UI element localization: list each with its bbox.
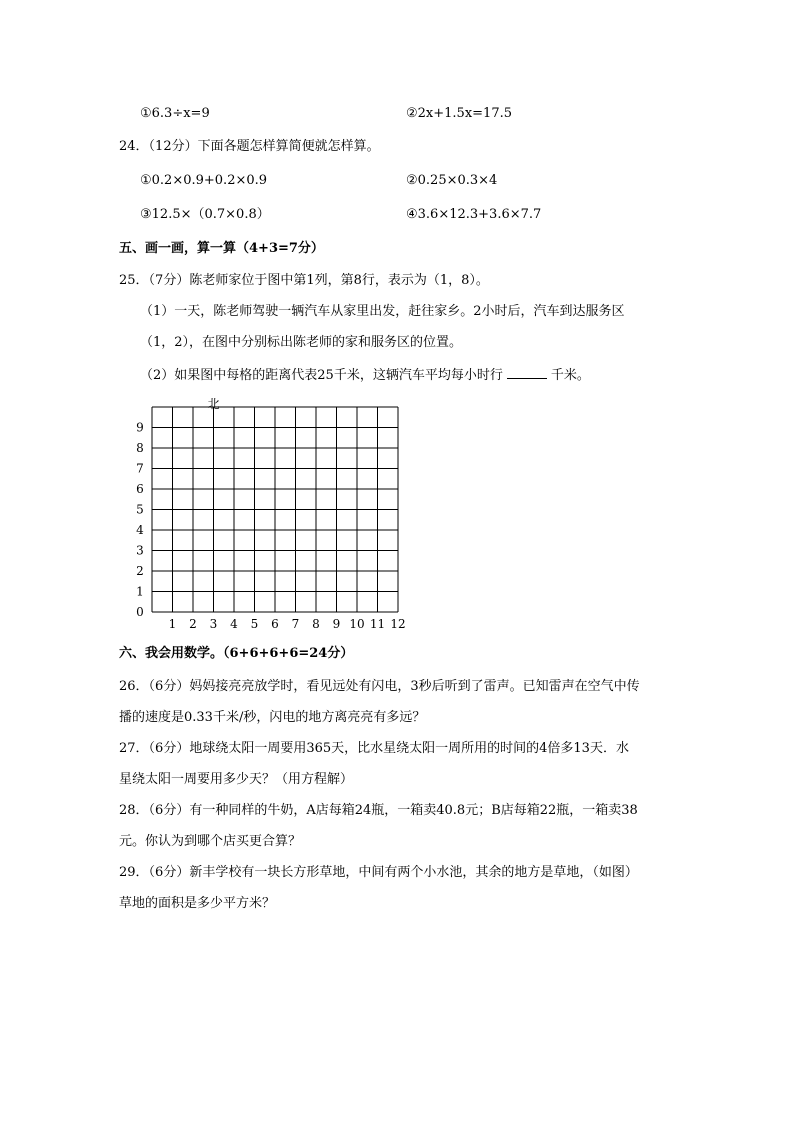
y-tick-label: 9: [136, 420, 144, 435]
q28-line2: 元。你认为到哪个店买更合算？: [119, 834, 302, 849]
x-tick-label: 12: [390, 617, 406, 631]
q25-part2-text: （2）如果图中每格的距离代表25千米，这辆汽车平均每小时行: [140, 368, 503, 383]
q24-item-b: ②0.25×0.3×4: [406, 173, 498, 188]
y-tick-label: 1: [136, 584, 144, 599]
x-tick-label: 8: [312, 617, 320, 631]
y-tick-label: 0: [136, 605, 144, 619]
x-tick-label: 2: [189, 617, 197, 631]
q25-part1-line1: （1）一天，陈老师驾驶一辆汽车从家里出发，赶往家乡。2小时后，汽车到达服务区: [140, 304, 625, 319]
x-tick-label: 11: [369, 617, 386, 631]
x-axis-ticks: [169, 617, 406, 631]
q25-part1-line2: （1，2），在图中分别标出陈老师的家和服务区的位置。: [140, 335, 463, 350]
x-tick-label: 3: [209, 617, 218, 631]
q28-line1: 28．（6分）有一种同样的牛奶，A店每箱24瓶，一箱卖40.8元；B店每箱22瓶，一箱卖38: [119, 803, 638, 818]
x-tick-label: 4: [230, 617, 238, 631]
coordinate-grid: [130, 392, 410, 637]
answer-blank[interactable]: [507, 364, 547, 379]
x-tick-label: 6: [271, 617, 279, 631]
q29-line2: 草地的面积是多少平方米？: [119, 896, 276, 911]
q26-line1: 26．（6分）妈妈接亮亮放学时，看见远处有闪电，3秒后听到了雷声。已知雷声在空气中传: [119, 679, 640, 694]
x-tick-label: 7: [291, 617, 300, 631]
q24-stem: 24．（12分）下面各题怎样算简便就怎样算。: [119, 139, 380, 154]
grid-lines: [152, 407, 398, 612]
q23-item-a: ①6.3÷x=9: [140, 106, 210, 121]
q27-line2: 星绕太阳一周要用多少天？（用方程解）: [119, 772, 354, 787]
x-tick-label: 5: [250, 617, 259, 631]
y-tick-label: 4: [136, 523, 144, 537]
section6-title: 六、我会用数学。（6+6+6+6=24分）: [119, 646, 354, 661]
y-tick-label: 6: [136, 482, 144, 496]
q24-item-c: ③12.5×（0.7×0.8）: [140, 207, 270, 222]
y-tick-label: 5: [136, 502, 144, 517]
section5-title: 五、画一画，算一算（4+3=7分）: [119, 241, 324, 256]
y-axis-ticks: [136, 421, 144, 620]
q27-line1: 27．（6分）地球绕太阳一周要用365天，比水星绕太阳一周所用的时间的4倍多13天．水: [119, 741, 629, 756]
y-tick-label: 2: [136, 564, 144, 578]
q24-item-a: ①0.2×0.9+0.2×0.9: [140, 173, 268, 188]
north-label: 北: [207, 397, 220, 411]
q25-part2: [140, 364, 590, 386]
x-tick-label: 1: [168, 617, 177, 631]
q25-stem: 25．（7分）陈老师家位于图中第1列，第8行，表示为（1，8）。: [119, 273, 489, 288]
q29-line1: 29．（6分）新丰学校有一块长方形草地，中间有两个小水池，其余的地方是草地，（如图）: [119, 865, 638, 880]
x-tick-label: 10: [349, 617, 365, 631]
y-tick-label: 3: [136, 543, 144, 558]
q25-part2-unit: 千米。: [550, 368, 590, 383]
q26-line2: 播的速度是0.33千米/秒，闪电的地方离亮亮有多远？: [119, 710, 426, 725]
q23-item-b: ②2x+1.5x=17.5: [406, 106, 512, 121]
x-tick-label: 9: [332, 617, 341, 631]
y-tick-label: 8: [136, 441, 144, 455]
q24-item-d: ④3.6×12.3+3.6×7.7: [406, 207, 542, 222]
y-tick-label: 7: [136, 461, 144, 476]
